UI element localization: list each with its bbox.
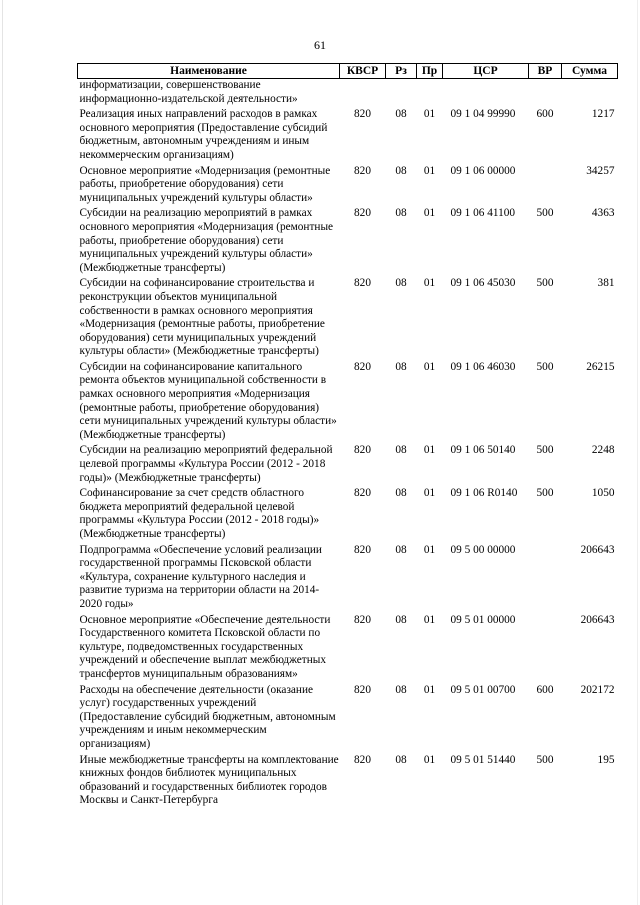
row-name: Расходы на обеспечение деятельности (оказание услуг) государственных учреждений (Предоставление субсидий бюджетным, автономным учреждениям и иным некоммерческим организациям) bbox=[79, 683, 336, 750]
row-sum: 26215 bbox=[586, 360, 615, 373]
row-sum: 1050 bbox=[591, 487, 615, 500]
header-csr: ЦСР bbox=[443, 64, 529, 79]
table-row bbox=[78, 359, 618, 443]
row-vr: 500 bbox=[536, 444, 554, 457]
row-vr: 500 bbox=[536, 207, 554, 220]
row-sum: 1217 bbox=[591, 108, 615, 121]
row-csr: 09 5 01 00700 bbox=[450, 683, 516, 696]
table-row bbox=[78, 275, 618, 359]
row-rz: 08 bbox=[395, 753, 407, 766]
row-vr: 500 bbox=[536, 753, 554, 766]
table-row bbox=[78, 682, 618, 752]
row-sum: 206643 bbox=[580, 613, 615, 626]
row-rz: 08 bbox=[395, 108, 407, 121]
row-kvsr: 820 bbox=[354, 444, 371, 457]
row-sum: 202172 bbox=[580, 683, 615, 696]
row-name: Основное мероприятие «Обеспечение деятельности Государственного комитета Псковской области по культуре, подведомственных государственных учреждений и обеспечение выплат межбюджетных трансфертов муниципальным образованиям» bbox=[79, 613, 331, 680]
row-kvsr: 820 bbox=[354, 108, 371, 121]
row-csr: 09 1 06 46030 bbox=[450, 360, 516, 373]
row-kvsr: 820 bbox=[354, 277, 371, 290]
row-vr: 500 bbox=[536, 277, 554, 290]
row-pr: 01 bbox=[423, 277, 436, 290]
row-sum: 34257 bbox=[586, 164, 615, 177]
row-sum: 206643 bbox=[580, 543, 615, 556]
table-row bbox=[78, 612, 618, 682]
table-row bbox=[78, 106, 618, 162]
page-left-edge-mark bbox=[2, 0, 3, 905]
row-name: Реализация иных направлений расходов в рамках основного мероприятия (Предоставление субсидий бюджетным, автономным учреждениям и иным некоммерческим организациям) bbox=[79, 108, 328, 161]
row-vr bbox=[529, 542, 562, 612]
row-csr: 09 5 01 00000 bbox=[450, 613, 516, 626]
header-rz: Рз bbox=[386, 64, 417, 79]
row-pr: 01 bbox=[423, 108, 436, 121]
row-csr: 09 1 04 99990 bbox=[450, 108, 516, 121]
row-csr: 09 1 06 50140 bbox=[450, 444, 516, 457]
row-pr: 01 bbox=[423, 753, 436, 766]
row-sum: 195 bbox=[597, 753, 615, 766]
row-kvsr: 820 bbox=[354, 487, 371, 500]
header-vr: ВР bbox=[529, 64, 562, 79]
row-name: Субсидии на реализацию мероприятий федеральной целевой программы «Культура России (2012 - 2018 годы)» (Межбюджетные трансферты) bbox=[79, 444, 333, 484]
row-vr bbox=[529, 163, 562, 206]
row-vr: 500 bbox=[536, 487, 554, 500]
table-row bbox=[78, 442, 618, 485]
table-row bbox=[78, 542, 618, 612]
table-row bbox=[78, 485, 618, 541]
row-name: Субсидии на софинансирование капитального ремонта объектов муниципальной собственности в рамках основного мероприятия «Модернизация (ремонтные работы, приобретение оборудования) сети муниципальных учреждений культуры области» (Межбюджетные трансферты) bbox=[79, 360, 337, 441]
row-rz: 08 bbox=[395, 444, 407, 457]
row-name: Софинансирование за счет средств областного бюджета мероприятий федеральной целевой программы «Культура России (2012 - 2018 годы)» (Межбюджетные трансферты) bbox=[79, 487, 320, 540]
row-rz: 08 bbox=[395, 543, 407, 556]
row-name: Основное мероприятие «Модернизация (ремонтные работы, приобретение оборудования) сети муниципальных учреждений культуры области» bbox=[79, 164, 331, 204]
row-kvsr: 820 bbox=[354, 683, 371, 696]
row-name: Иные межбюджетные трансферты на комплектование книжных фондов библиотек муниципальных образований и государственных библиотек городов Москвы и Санкт-Петербурга bbox=[79, 753, 339, 807]
row-kvsr: 820 bbox=[354, 207, 371, 220]
table-header-row bbox=[78, 64, 618, 79]
row-kvsr: 820 bbox=[354, 543, 371, 556]
table-row bbox=[78, 205, 618, 275]
row-rz: 08 bbox=[395, 683, 407, 696]
table-row bbox=[78, 752, 618, 808]
row-name: Субсидии на реализацию мероприятий в рамках основного мероприятия «Модернизация (ремонтные работы, приобретение оборудования) сети муниципальных учреждений культуры области» (Межбюджетные трансферты) bbox=[79, 207, 334, 274]
row-vr: 600 bbox=[536, 683, 554, 696]
row-pr: 01 bbox=[423, 207, 436, 220]
row-pr: 01 bbox=[423, 683, 436, 696]
continuation-text: информатизации, совершенствование информационно-издательской деятельности» bbox=[79, 79, 298, 105]
row-sum: 4363 bbox=[591, 207, 615, 220]
row-rz: 08 bbox=[395, 613, 407, 626]
budget-table bbox=[77, 63, 618, 808]
row-csr: 09 1 06 45030 bbox=[450, 277, 516, 290]
row-vr bbox=[529, 612, 562, 682]
row-pr: 01 bbox=[423, 164, 436, 177]
row-rz: 08 bbox=[395, 164, 407, 177]
row-kvsr: 820 bbox=[354, 360, 371, 373]
header-kvsr: КВСР bbox=[340, 64, 386, 79]
row-rz: 08 bbox=[395, 207, 407, 220]
row-kvsr: 820 bbox=[354, 164, 371, 177]
row-kvsr: 820 bbox=[354, 753, 371, 766]
page-right-edge-mark bbox=[637, 0, 638, 905]
row-csr: 09 1 06 00000 bbox=[450, 164, 516, 177]
row-csr: 09 5 01 51440 bbox=[450, 753, 516, 766]
row-name: Субсидии на софинансирование строительства и реконструкции объектов муниципальной собственности в рамках основного мероприятия «Модернизация (ремонтные работы, приобретение оборудования) сети муниципальных учреждений культуры области» (Межбюджетные трансферты) bbox=[79, 277, 325, 358]
page-number: 61 bbox=[314, 38, 326, 52]
row-vr: 600 bbox=[536, 108, 554, 121]
table-row bbox=[78, 163, 618, 206]
header-pr: Пр bbox=[417, 64, 443, 79]
row-sum: 381 bbox=[597, 277, 615, 290]
row-csr: 09 1 06 R0140 bbox=[450, 487, 518, 500]
row-pr: 01 bbox=[423, 543, 436, 556]
row-rz: 08 bbox=[395, 360, 407, 373]
row-pr: 01 bbox=[423, 487, 436, 500]
row-vr: 500 bbox=[536, 360, 554, 373]
header-name: Наименование bbox=[78, 64, 340, 79]
row-sum: 2248 bbox=[591, 444, 615, 457]
row-rz: 08 bbox=[395, 487, 407, 500]
row-name: Подпрограмма «Обеспечение условий реализации государственной программы Псковской области «Культура, сохранение культурного наследия и развитие туризма на территории области на 2014-2020 годы» bbox=[79, 543, 322, 610]
row-rz: 08 bbox=[395, 277, 407, 290]
row-csr: 09 1 06 41100 bbox=[450, 207, 516, 220]
row-pr: 01 bbox=[423, 613, 436, 626]
row-csr: 09 5 00 00000 bbox=[450, 543, 516, 556]
row-kvsr: 820 bbox=[354, 613, 371, 626]
continuation-row bbox=[78, 79, 618, 107]
header-sum: Сумма bbox=[562, 64, 618, 79]
row-pr: 01 bbox=[423, 360, 436, 373]
row-pr: 01 bbox=[423, 444, 436, 457]
